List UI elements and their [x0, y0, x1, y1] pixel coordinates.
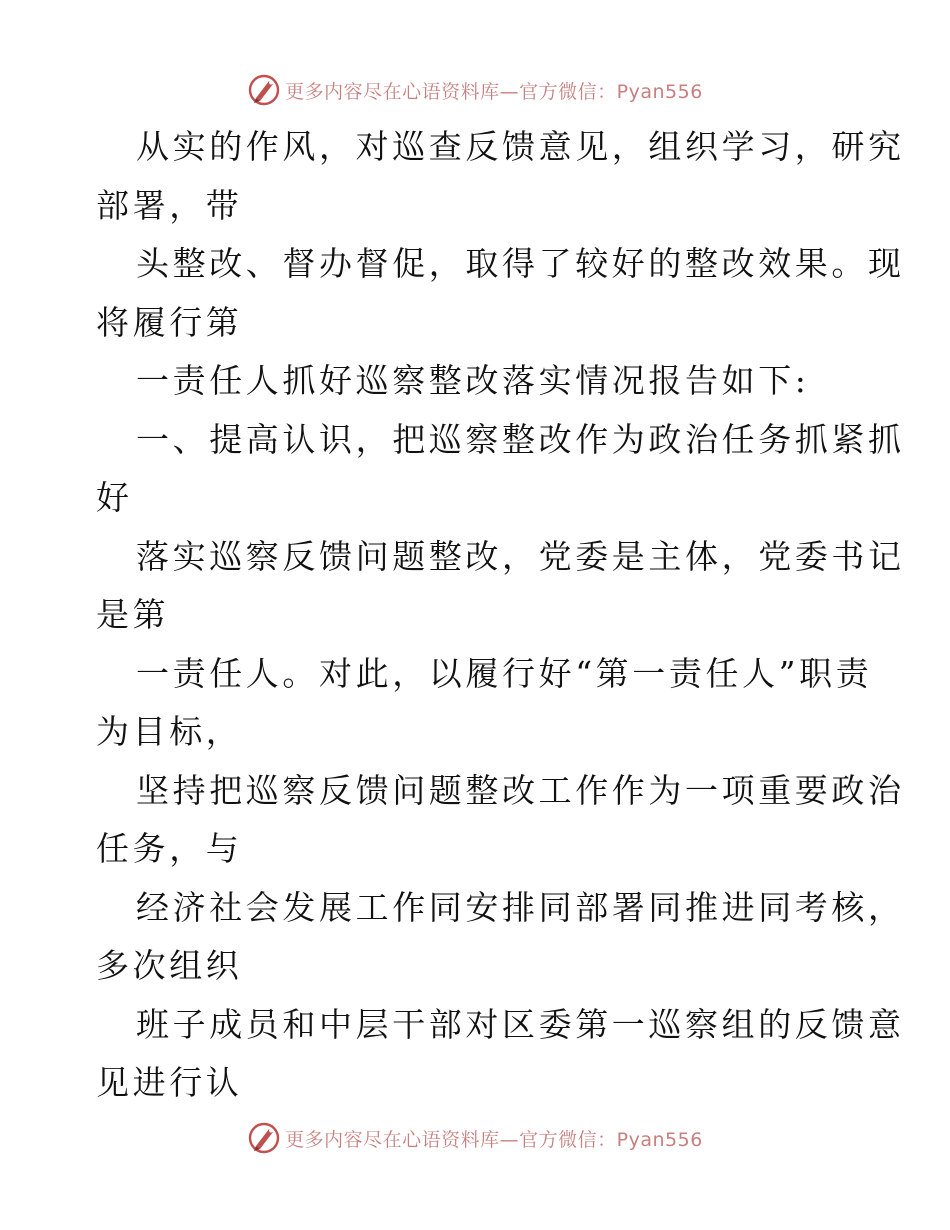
text-line: 一责任人抓好巡察整改落实情况报告如下: [136, 361, 810, 400]
text-line: 头整改、督办督促，取得了较好的整改效果。现 [136, 244, 905, 283]
text-line: 任务，与 [96, 829, 243, 868]
text-line: 一责任人。对此，以履行好“第一责任人”职责 [136, 653, 873, 693]
header-watermark-text: 更多内容尽在心语资料库—官方微信：Pyan556 [285, 80, 703, 103]
text-line: 班子成员和中层干部对区委第一巡察组的反馈意 [136, 1004, 905, 1044]
text-line: 从实的作风，对巡查反馈意见，组织学习，研究 [136, 127, 905, 166]
text-line: 经济社会发展工作同安排同部署同推进同考核， [136, 887, 905, 927]
text-line: 见进行认 [96, 1063, 243, 1102]
text-line: 好 [96, 478, 133, 517]
text-line: 为目标， [96, 712, 243, 751]
pen-logo-icon [247, 73, 281, 107]
footer-watermark [0, 1118, 950, 1158]
text-line: 落实巡察反馈问题整改，党委是主体，党委书记 [136, 536, 905, 576]
document-body [96, 118, 905, 1113]
text-line: 一、提高认识，把巡察整改作为政治任务抓紧抓 [136, 419, 905, 459]
text-line: 多次组织 [96, 946, 243, 985]
text-line: 部署，带 [96, 185, 243, 225]
pen-logo-icon [247, 1121, 281, 1155]
header-watermark [0, 70, 950, 110]
text-line: 将履行第 [96, 302, 243, 342]
text-line: 是第 [96, 595, 170, 634]
text-line: 坚持把巡察反馈问题整改工作作为一项重要政治 [136, 770, 905, 810]
footer-watermark-text: 更多内容尽在心语资料库—官方微信：Pyan556 [285, 1128, 703, 1151]
